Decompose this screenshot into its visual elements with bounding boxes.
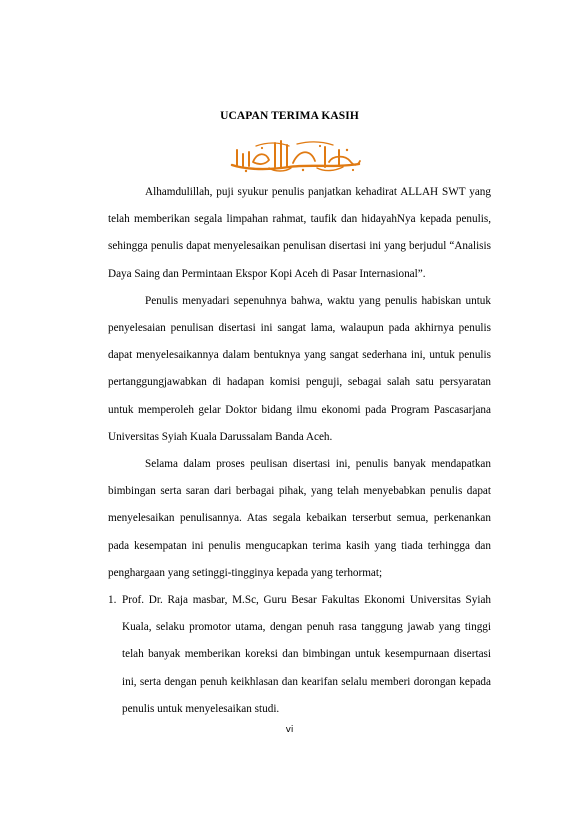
paragraph: Penulis menyadari sepenuhnya bahwa, waktu yang penulis habiskan untuk penyelesaian penulisan disertasi ini sangat lama, walaupun pada akhirnya penulis dapat menyelesaikannya dalam bentuknya yang sangat sederhana ini, untuk penulis pertanggungjawabkan di hadapan komisi penguji, sebagai salah satu persyaratan untuk memperoleh gelar Doktor bidang ilmu ekonomi pada Program Pascasarjana Universitas Syiah Kuala Darussalam Banda Aceh.: [108, 294, 491, 443]
body-text: [108, 179, 491, 723]
list-item: [108, 587, 491, 723]
list-item-text: Prof. Dr. Raja masbar, M.Sc, Guru Besar Fakultas Ekonomi Universitas Syiah Kuala, selaku promotor utama, dengan penuh rasa tanggung jawab yang tinggi telah banyak memberikan koreksi dan bimbingan untuk kesempurnaan disertasi ini, serta dengan penuh keikhlasan dan kearifan selalu memberi dorongan kepada penulis untuk menyelesaikan studi.: [122, 594, 491, 715]
page-number: vi: [285, 725, 294, 735]
acknowledgement-list: [108, 587, 491, 723]
basmala-calligraphy-image: [229, 137, 363, 173]
list-item-number: 1.: [108, 594, 117, 607]
paragraph: Alhamdulillah, puji syukur penulis panjatkan kehadirat ALLAH SWT yang telah memberikan segala limpahan rahmat, taufik dan hidayahNya kepada penulis, sehingga penulis dapat menyelesaikan penulisan disertasi ini yang berjudul “Analisis Daya Saing dan Permintaan Ekspor Kopi Aceh di Pasar Internasional”.: [108, 186, 491, 280]
page-title: UCAPAN TERIMA KASIH: [220, 110, 359, 122]
paragraph: Selama dalam proses peulisan disertasi ini, penulis banyak mendapatkan bimbingan serta saran dari berbagai pihak, yang telah menyebabkan penulis dapat menyelesaikan penulisannya. Atas segala kebaikan terserbut semua, perkenankan pada kesempatan ini penulis mengucapkan terima kasih yang tiada terhingga dan penghargaan yang setinggi-tingginya kepada yang terhormat;: [108, 458, 491, 579]
